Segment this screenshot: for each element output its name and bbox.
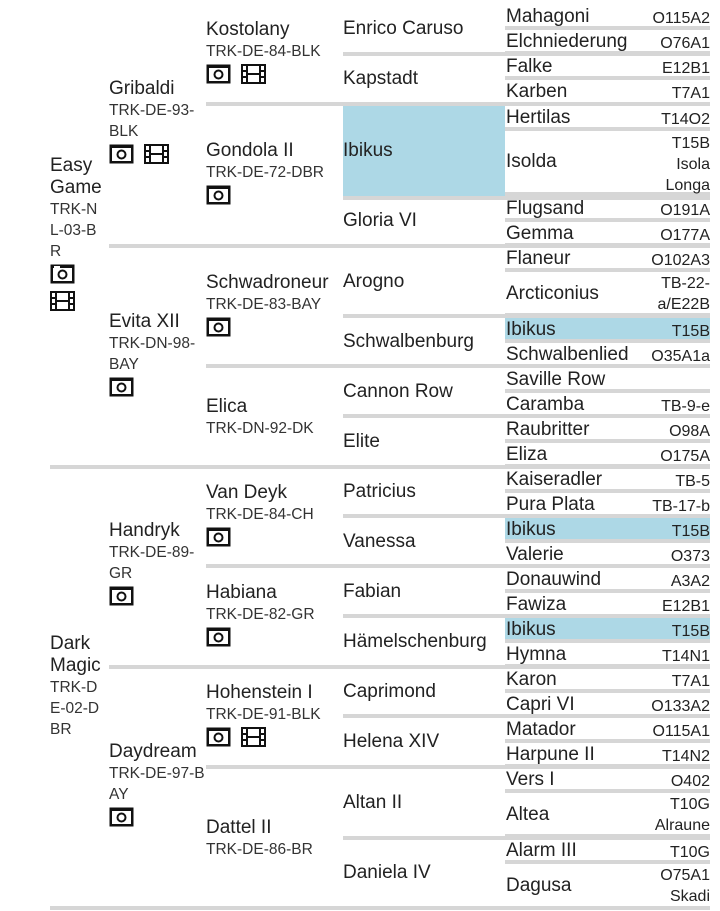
camera-icon[interactable] [206, 317, 231, 342]
breed-code: T15B Isola Longa [665, 135, 710, 194]
camera-icon[interactable] [109, 586, 134, 611]
gen4-horse[interactable]: Hämelschenburg [343, 631, 487, 652]
breed-code: T14O2 [661, 111, 710, 128]
gen3-horse[interactable] [206, 272, 344, 339]
horse-name[interactable]: Elchniederung [506, 31, 628, 52]
horse-name[interactable]: Gondola II [206, 140, 294, 161]
breed-code: O175A [660, 448, 710, 465]
film-icon[interactable] [241, 64, 266, 89]
breed-code: TB-17-b [652, 498, 710, 515]
horse-name[interactable]: Gemma [506, 223, 574, 244]
horse-name[interactable]: Fawiza [506, 594, 567, 615]
breed-code: TB-9-e [661, 398, 710, 415]
horse-name[interactable]: Valerie [506, 544, 564, 565]
breed-code: O115A1 [652, 723, 710, 740]
camera-icon[interactable] [206, 185, 231, 210]
gen5-row[interactable] [505, 668, 710, 693]
breed-code: T15B [671, 623, 710, 640]
gen4-horse[interactable]: Kapstadt [343, 68, 418, 89]
gen5-row[interactable] [505, 55, 710, 80]
breed-code: E12B1 [661, 60, 710, 77]
gen5-row[interactable] [505, 864, 710, 910]
gen5-row[interactable] [505, 839, 710, 864]
gen5-row[interactable] [505, 197, 710, 222]
gen5-row[interactable] [505, 272, 710, 317]
horse-name[interactable]: Matador [506, 719, 576, 740]
horse-name[interactable]: Falke [506, 56, 553, 77]
gen4-horse[interactable]: Gloria VI [343, 210, 417, 231]
gen5-row[interactable] [505, 768, 710, 793]
registration-number: TRK-DE-02-DBR [50, 679, 100, 738]
breed-code: O191A [660, 202, 710, 219]
registration-number: TRK-DE-72-DBR [206, 164, 324, 181]
registration-number: TRK-DE-83-BAY [206, 296, 322, 313]
horse-name[interactable]: Isolda [506, 151, 557, 172]
horse-name[interactable]: Karon [506, 669, 557, 690]
breed-code: TB-5 [675, 473, 710, 490]
camera-icon[interactable] [206, 527, 231, 552]
horse-name[interactable]: Flugsand [506, 198, 585, 219]
breed-code: O76A1 [660, 35, 710, 52]
horse-name[interactable]: Ibikus [506, 319, 556, 340]
gen2-horse[interactable] [109, 78, 204, 166]
horse-name[interactable]: Dark Magic [50, 633, 101, 676]
film-icon[interactable] [50, 291, 100, 316]
horse-name[interactable]: Easy Game [50, 155, 102, 198]
gen5-row[interactable] [505, 131, 710, 196]
horse-name[interactable]: Kaiseradler [506, 469, 603, 490]
registration-number: TRK-DE-93-BLK [109, 102, 195, 140]
gen5-row[interactable] [505, 5, 710, 30]
gen5-row[interactable] [505, 368, 710, 393]
registration-number: TRK-DE-82-GR [206, 606, 315, 623]
camera-icon[interactable] [206, 64, 231, 89]
horse-name[interactable]: Kostolany [206, 19, 290, 40]
gen3-horse[interactable] [206, 396, 340, 439]
registration-number: TRK-DE-84-BLK [206, 43, 321, 60]
gen5-row[interactable] [505, 247, 710, 272]
horse-name[interactable]: Saville Row [506, 369, 606, 390]
gen4-horse[interactable]: Cannon Row [343, 381, 453, 402]
horse-name[interactable]: Schwalbenlied [506, 344, 629, 365]
gen5-row[interactable] [505, 493, 710, 518]
gen5-row[interactable] [505, 568, 710, 593]
horse-name[interactable]: Flaneur [506, 248, 571, 269]
horse-name[interactable]: Van Deyk [206, 482, 287, 503]
gen4-horse[interactable]: Elite [343, 431, 380, 452]
horse-name[interactable]: Capri VI [506, 694, 575, 715]
horse-name[interactable]: Dagusa [506, 875, 572, 896]
gen4-horse[interactable]: Daniela IV [343, 862, 431, 883]
gen5-row[interactable] [505, 393, 710, 418]
horse-name[interactable]: Donauwind [506, 569, 602, 590]
registration-number: TRK-DN-98-BAY [109, 335, 196, 373]
gen5-row[interactable] [505, 718, 710, 743]
horse-name[interactable]: Habiana [206, 582, 277, 603]
horse-name[interactable]: Handryk [109, 520, 180, 541]
horse-name[interactable]: Evita XII [109, 311, 180, 332]
gen2-horse[interactable] [109, 311, 205, 399]
gen5-row[interactable] [505, 693, 710, 718]
gen5-row[interactable] [505, 593, 710, 618]
breed-code: T14N1 [661, 648, 710, 665]
breed-code: O98A [669, 423, 710, 440]
breed-code: O35A1a [651, 348, 710, 365]
breed-code: T10G [669, 844, 710, 861]
horse-name[interactable]: Mahagoni [506, 6, 590, 27]
breed-code: O102A3 [651, 252, 710, 269]
horse-name[interactable]: Vers I [506, 769, 555, 790]
gen3-horse[interactable] [206, 582, 340, 649]
horse-name[interactable]: Elica [206, 396, 248, 417]
camera-icon[interactable] [109, 377, 134, 402]
film-icon[interactable] [241, 727, 266, 752]
gen4-horse[interactable]: Patricius [343, 481, 416, 502]
horse-name[interactable]: Eliza [506, 444, 548, 465]
breed-code: O177A [660, 227, 710, 244]
gen5-row[interactable] [505, 318, 710, 343]
gen5-row[interactable] [505, 80, 710, 106]
gen5-row[interactable] [505, 643, 710, 668]
registration-number: TRK-DN-92-DK [206, 420, 314, 437]
breed-code: T15B [671, 323, 710, 340]
gen3-horse[interactable] [206, 140, 340, 207]
breed-code: T7A1 [671, 673, 710, 690]
gen5-row[interactable] [505, 793, 710, 838]
horse-name[interactable]: Dattel II [206, 817, 272, 838]
gen1-dam[interactable] [50, 633, 110, 740]
breed-code: A3A2 [670, 573, 710, 590]
horse-name[interactable]: Altea [506, 804, 550, 825]
gen4-horse[interactable]: Vanessa [343, 531, 416, 552]
gen5-row[interactable] [505, 743, 710, 768]
camera-icon[interactable] [206, 627, 231, 652]
registration-number: TRK-DE-89-GR [109, 544, 195, 582]
gen5-row[interactable] [505, 518, 710, 543]
gen5-row[interactable] [505, 443, 710, 468]
breed-code: T10G Alraune [654, 796, 710, 834]
gen2-horse[interactable] [109, 520, 203, 608]
registration-number: TRK-DE-84-CH [206, 506, 314, 523]
breed-code: T15B [671, 523, 710, 540]
registration-number: TRK-DE-91-BLK [206, 706, 321, 723]
horse-name[interactable]: Hohenstein I [206, 682, 313, 703]
horse-name[interactable]: Harpune II [506, 744, 595, 765]
registration-number: TRK-DE-86-BR [206, 841, 313, 858]
gen4-horse[interactable]: Altan II [343, 792, 403, 813]
breed-code: E12B1 [661, 598, 710, 615]
gen3-horse[interactable] [206, 19, 340, 86]
gen5-row[interactable] [505, 106, 710, 131]
gen4-horse[interactable]: Fabian [343, 581, 402, 602]
horse-name[interactable]: Karben [506, 81, 568, 102]
film-icon[interactable] [144, 144, 169, 169]
horse-name[interactable]: Alarm III [506, 840, 577, 861]
horse-name[interactable]: Schwadroneur [206, 272, 329, 293]
gen5-row[interactable] [505, 543, 710, 568]
registration-number: TRK-NL-03-BR [50, 201, 98, 260]
breed-code: O115A2 [652, 10, 710, 27]
horse-name[interactable]: Hertilas [506, 107, 571, 128]
camera-icon[interactable] [109, 144, 134, 169]
gen5-row[interactable] [505, 468, 710, 493]
horse-name[interactable]: Caramba [506, 394, 585, 415]
gen4-horse[interactable]: Schwalbenburg [343, 331, 474, 352]
camera-icon[interactable] [206, 727, 231, 752]
camera-icon[interactable] [109, 807, 134, 832]
gen5-row[interactable] [505, 30, 710, 55]
gen3-horse[interactable] [206, 682, 340, 749]
gen4-horse[interactable]: Enrico Caruso [343, 18, 464, 39]
breed-code: T7A1 [671, 85, 710, 102]
gen2-horse[interactable] [109, 741, 205, 829]
breed-code: O75A1 Skadi [660, 867, 710, 905]
gen1-sire[interactable] [50, 155, 106, 316]
horse-name[interactable]: Daydream [109, 741, 197, 762]
gen5-row[interactable] [505, 418, 710, 443]
gen5-row[interactable] [505, 343, 710, 368]
horse-name[interactable]: Ibikus [506, 619, 556, 640]
gen4-horse[interactable]: Caprimond [343, 681, 436, 702]
gen5-row[interactable] [505, 618, 710, 643]
breed-code: T14N2 [661, 748, 710, 765]
horse-name[interactable]: Pura Plata [506, 494, 595, 515]
gen3-horse[interactable] [206, 817, 340, 860]
gen3-horse[interactable] [206, 482, 340, 549]
horse-name[interactable]: Raubritter [506, 419, 590, 440]
gen4-horse[interactable]: Helena XIV [343, 731, 440, 752]
horse-name[interactable]: Gribaldi [109, 78, 175, 99]
horse-name[interactable]: Arcticonius [506, 283, 599, 304]
registration-number: TRK-DE-97-BAY [109, 765, 205, 803]
breed-code: TB-22-a/E22B [657, 275, 710, 313]
breed-code: O133A2 [651, 698, 710, 715]
horse-name[interactable]: Ibikus [506, 519, 556, 540]
breed-code: O373 [670, 548, 710, 565]
gen4-horse[interactable]: Arogno [343, 271, 405, 292]
gen4-horse[interactable]: Ibikus [343, 140, 393, 161]
camera-icon[interactable] [50, 264, 100, 289]
breed-code: O402 [670, 773, 710, 790]
gen5-row[interactable] [505, 222, 710, 247]
horse-name[interactable]: Hymna [506, 644, 567, 665]
